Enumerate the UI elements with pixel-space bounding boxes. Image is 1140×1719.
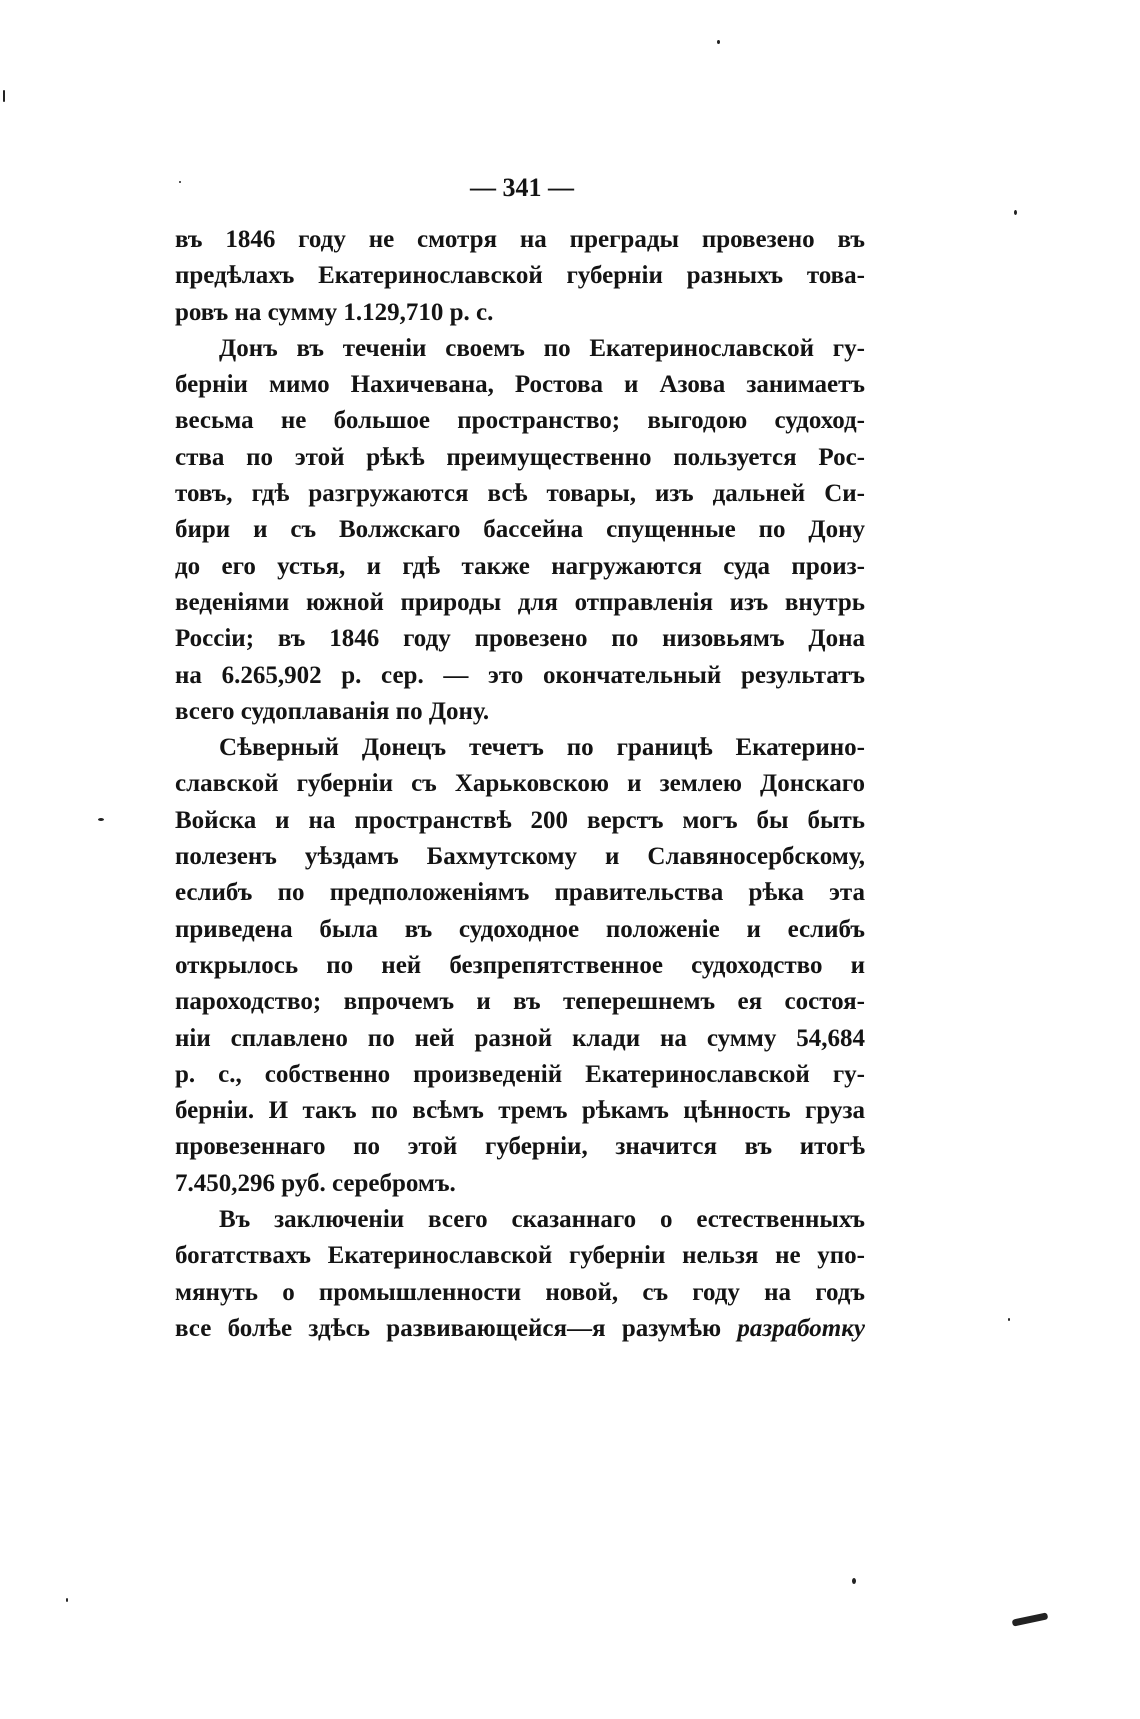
text-line: еслибъ по предположеніямъ правительства рѣка эта	[175, 879, 865, 907]
text-line: р. с., собственно произведеній Екатеринославской гу-	[175, 1060, 865, 1088]
text-line: весьма не большое пространство; выгодою судоход-	[175, 407, 865, 435]
text-line: полезенъ уѣздамъ Бахмутскому и Славяносербскому,	[175, 843, 865, 871]
text-line: провезеннаго по этой губерніи, значится въ итогѣ	[175, 1133, 865, 1161]
text-line: ства по этой рѣкѣ преимущественно пользуется Рос-	[175, 443, 865, 471]
text-line: бири и съ Волжскаго бассейна спущенные по Дону	[175, 516, 865, 544]
paragraph	[175, 1202, 865, 1347]
text-line: Россіи; въ 1846 году провезено по низовьямъ Дона	[175, 625, 865, 653]
scan-speck	[3, 90, 5, 102]
scan-speck	[717, 40, 720, 44]
italic-term: разработку	[737, 1314, 866, 1342]
text-line: товъ, гдѣ разгружаются всѣ товары, изъ дальней Си-	[175, 480, 865, 508]
paragraph	[175, 222, 865, 331]
text-line: мянуть о промышленности новой, съ году на годъ	[175, 1278, 865, 1306]
text-line-roman: все болѣе здѣсь развивающейся—я разумѣю	[175, 1314, 722, 1342]
body-text	[175, 222, 865, 1347]
paragraph	[175, 730, 865, 1202]
text-line: ровъ на сумму 1.129,710 р. с.	[175, 298, 494, 326]
text-line: Донъ въ теченіи своемъ по Екатеринославской гу-	[219, 334, 865, 362]
text-line: Войска и на пространствѣ 200 верстъ могъ бы быть	[175, 806, 865, 834]
scan-speck	[852, 1578, 856, 1584]
page-number: — 341 —	[470, 173, 574, 202]
text-line: ніи сплавлено по ней разной клади на сумму 54,684	[175, 1024, 865, 1052]
text-line: 7.450,296 руб. серебромъ.	[175, 1169, 456, 1197]
text-line: на 6.265,902 р. сер. — это окончательный результатъ	[175, 661, 865, 689]
text-line: богатствахъ Екатеринославской губерніи нельзя не упо-	[175, 1242, 865, 1270]
text-line: всего судоплаванія по Дону.	[175, 697, 490, 725]
text-line: приведена была въ судоходное положеніе и еслибъ	[175, 915, 865, 943]
text-line: въ 1846 году не смотря на преграды провезено въ	[175, 226, 865, 253]
scan-speck	[1012, 1612, 1049, 1626]
text-line: предѣлахъ Екатеринославской губерніи разныхъ това-	[175, 262, 865, 290]
scan-speck	[98, 818, 104, 821]
paragraph	[175, 331, 865, 730]
text-line: до его устья, и гдѣ также нагружаются суда произ-	[175, 552, 865, 580]
text-line: пароходство; впрочемъ и въ теперешнемъ ея состоя-	[175, 988, 865, 1016]
text-line: веденіями южной природы для отправленія изъ внутрь	[175, 588, 865, 616]
text-line	[175, 1311, 865, 1347]
scan-speck	[66, 1598, 68, 1602]
text-line: берніи мимо Нахичевана, Ростова и Азова занимаетъ	[175, 371, 865, 399]
text-line: берніи. И такъ по всѣмъ тремъ рѣкамъ цѣнность груза	[175, 1097, 865, 1125]
scan-speck	[179, 181, 181, 183]
text-line: Въ заключеніи всего сказаннаго о естественныхъ	[219, 1206, 865, 1234]
text-line: Сѣверный Донецъ течетъ по границѣ Екатерино-	[219, 734, 865, 762]
scan-speck	[1014, 210, 1017, 215]
text-line: славской губерніи съ Харьковскою и землею Донскаго	[175, 770, 865, 798]
scan-speck	[1008, 1318, 1010, 1321]
text-line: открылось по ней безпрепятственное судоходство и	[175, 951, 865, 979]
